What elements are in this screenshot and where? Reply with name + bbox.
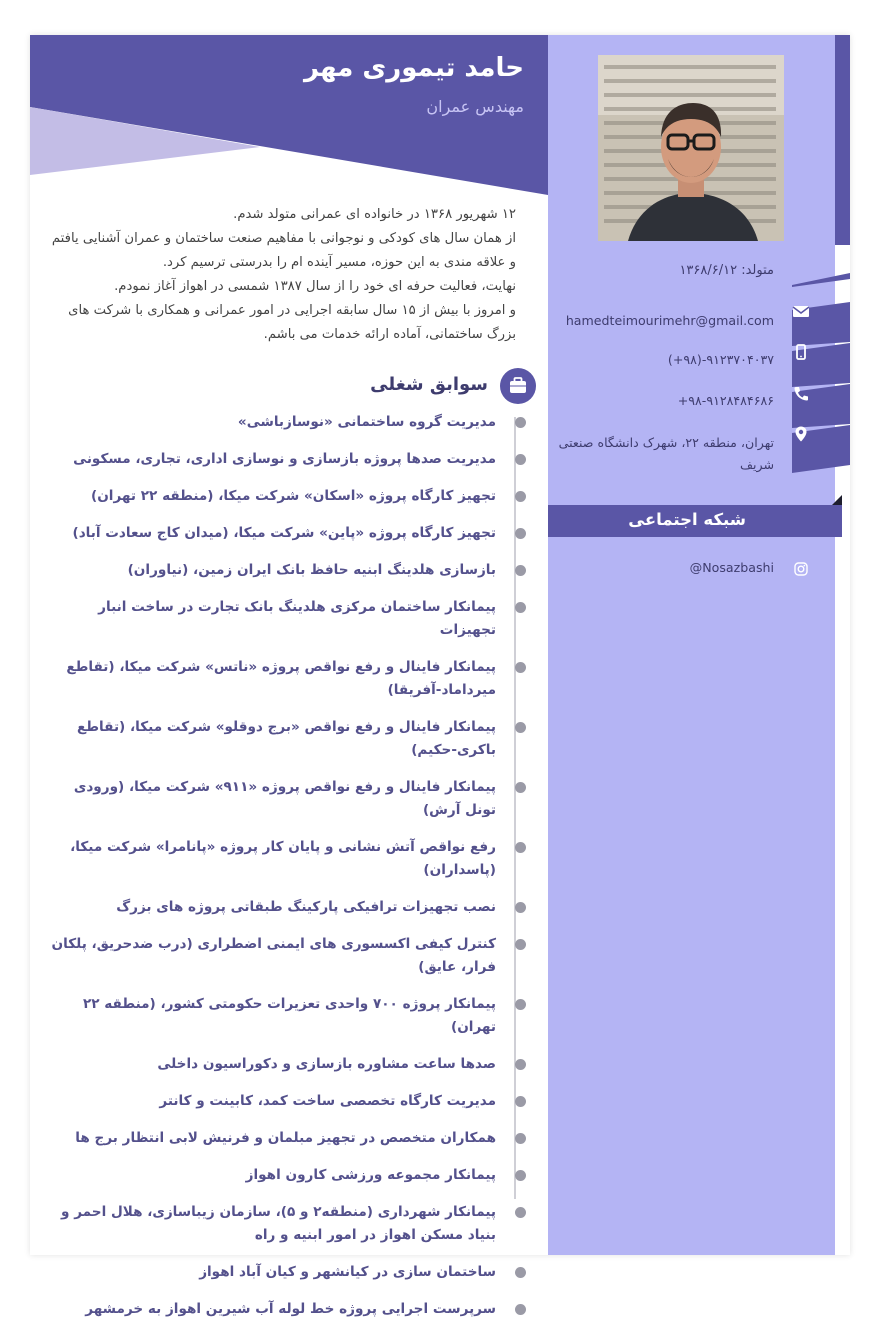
timeline-dot (515, 902, 526, 913)
work-item-text: پیمانکار ساختمان مرکزی هلدینگ بانک تجارت در ساخت انبار تجهیزات (98, 599, 496, 638)
timeline-dot (515, 491, 526, 502)
mobile-tab (792, 343, 850, 383)
job-title: مهندس عمران (426, 97, 524, 116)
person-name: حامد تیموری مهر (303, 53, 524, 83)
about-section (46, 203, 516, 347)
timeline-dot (515, 782, 526, 793)
work-item (46, 716, 496, 762)
email-tab (792, 302, 850, 342)
ribbon-fold (832, 495, 850, 507)
timeline-dot (515, 842, 526, 853)
profile-photo (598, 55, 784, 241)
phone-tab (792, 384, 850, 424)
timeline-dot (515, 1267, 526, 1278)
work-item (46, 933, 496, 979)
dob-divider (792, 273, 852, 287)
timeline-dot (515, 417, 526, 428)
work-item-text: پیمانکار شهرداری (منطقه۲ و ۵)، سازمان زیباسازی، هلال احمر و بنیاد مسکن اهواز در امور ابنیه و راه (61, 1204, 496, 1243)
sidebar-accent-strip (835, 35, 850, 245)
instagram-icon (794, 562, 808, 576)
work-item-text: سرپرست اجرایی پروژه خط لوله آب شیرین اهواز به خرمشهر (85, 1301, 496, 1317)
work-item (46, 896, 496, 919)
work-item-text: نصب تجهیزات ترافیکی پارکینگ طبقاتی پروژه های بزرگ (116, 899, 496, 915)
resume-header (30, 35, 548, 200)
work-item (46, 448, 496, 471)
work-item (46, 596, 496, 642)
timeline-dot (515, 1096, 526, 1107)
about-line: و امروز با بیش از ۱۵ سال سابقه اجرایی در امور عمرانی و همکاری با شرکت های بزرگ ساختمانی، آماده ارائه خدمات می باشم. (68, 303, 516, 342)
timeline-dot (515, 1133, 526, 1144)
work-item-text: پیمانکار پروژه ۷۰۰ واحدی تعزیرات حکومتی کشور، (منطقه ۲۲ تهران) (82, 996, 496, 1035)
work-item-text: پیمانکار مجموعه ورزشی کارون اهواز (245, 1167, 496, 1183)
resume-page (30, 35, 850, 1317)
work-item (46, 1261, 496, 1284)
timeline-dot (515, 1304, 526, 1315)
timeline-dot (515, 999, 526, 1010)
work-item (46, 522, 496, 545)
work-item (46, 776, 496, 822)
timeline-dot (515, 722, 526, 733)
about-line: نهایت، فعالیت حرفه ای خود را از سال ۱۳۸۷ شمسی در اهواز آغاز نمودم. (114, 279, 516, 294)
work-item (46, 559, 496, 582)
work-item-text: پیمانکار فاینال و رفع نواقص «برج دوقلو» شرکت میکا، (تقاطع باکری-حکیم) (76, 719, 496, 758)
work-item (46, 1053, 496, 1076)
work-item (46, 836, 496, 882)
work-item (46, 485, 496, 508)
work-item-text: مدیریت صدها پروژه بازسازی و نوسازی اداری، تجاری، مسکونی (73, 451, 496, 467)
work-item-text: بازسازی هلدینگ ابنیه حافظ بانک ایران زمین، (نیاوران) (127, 562, 496, 578)
work-item-text: ساختمان سازی در کیانشهر و کیان آباد اهواز (199, 1264, 496, 1280)
work-item (46, 1164, 496, 1187)
work-history-list (46, 411, 496, 1335)
work-item (46, 1201, 496, 1247)
work-history-heading (336, 368, 536, 408)
timeline-dot (515, 1170, 526, 1181)
timeline-dot (515, 602, 526, 613)
briefcase-icon (500, 368, 536, 404)
about-line: ۱۲ شهریور ۱۳۶۸ در خانواده ای عمرانی متولد شدم. (233, 207, 516, 222)
timeline-dot (515, 939, 526, 950)
mobile-number[interactable]: (+۹۸)-۹۱۲۳۷۰۴۰۳۷ (667, 352, 774, 367)
work-item-text: همکاران متخصص در تجهیز مبلمان و فرنیش لابی انتظار برج ها (75, 1130, 496, 1146)
work-item-text: تجهیز کارگاه پروژه «اسکان» شرکت میکا، (منطقه ۲۲ تهران) (90, 488, 496, 504)
timeline-dot (515, 565, 526, 576)
phone-number[interactable]: +۹۸-۹۱۲۸۴۸۴۶۸۶ (677, 393, 774, 408)
work-item-text: تجهیز کارگاه پروژه «پاین» شرکت میکا، (میدان کاج سعادت آباد) (72, 525, 496, 541)
address-tab (792, 425, 850, 465)
about-line: از همان سال های کودکی و نوجوانی با مفاهیم صنعت ساختمان و عمران آشنایی یافتم و علاقه مندی به این حوزه، مسیر آینده ام را بدرستی ترسیم کرد. (51, 231, 516, 270)
timeline-dot (515, 1059, 526, 1070)
work-item (46, 1298, 496, 1321)
instagram-handle[interactable]: @Nosazbashi (689, 560, 774, 575)
work-item-text: صدها ساعت مشاوره بازسازی و دکوراسیون داخلی (157, 1056, 496, 1072)
work-item (46, 656, 496, 702)
work-item (46, 1127, 496, 1150)
work-item (46, 993, 496, 1039)
work-item-text: مدیریت گروه ساختمانی «نوسازباشی» (237, 414, 496, 430)
date-of-birth: متولد: ۱۳۶۸/۶/۱۲ (679, 263, 774, 278)
social-network-title: شبکه اجتماعی (628, 510, 746, 529)
phone-icon (792, 384, 810, 402)
timeline-dot (515, 528, 526, 539)
envelope-icon (792, 302, 810, 320)
location-pin-icon (792, 425, 810, 443)
mobile-icon (792, 343, 810, 361)
work-item-text: پیمانکار فاینال و رفع نواقص پروژه «ناتس» شرکت میکا، (تقاطع میرداماد-آفریقا) (66, 659, 496, 698)
email-link[interactable]: hamedteimourimehr@gmail.com (565, 313, 774, 328)
work-item (46, 411, 496, 434)
timeline-dot (515, 454, 526, 465)
work-item-text: پیمانکار فاینال و رفع نواقص پروژه «۹۱۱» شرکت میکا، (ورودی تونل آرش) (73, 779, 496, 818)
timeline-dot (515, 662, 526, 673)
social-network-header (548, 505, 842, 537)
work-item-text: کنترل کیفی اکسسوری های ایمنی اضطراری (درب ضدحریق، پلکان فرار، عایق) (51, 936, 496, 975)
timeline-dot (515, 1207, 526, 1218)
work-item-text: رفع نواقص آتش نشانی و پایان کار پروژه «پانامرا» شرکت میکا، (پاسداران) (70, 839, 496, 878)
work-item-text: مدیریت کارگاه تخصصی ساخت کمد، کابینت و کانتر (159, 1093, 496, 1109)
work-item (46, 1090, 496, 1113)
work-history-title: سوابق شغلی (370, 374, 488, 395)
address: تهران، منطقه ۲۲، شهرک دانشگاه صنعتی شریف (558, 435, 774, 472)
